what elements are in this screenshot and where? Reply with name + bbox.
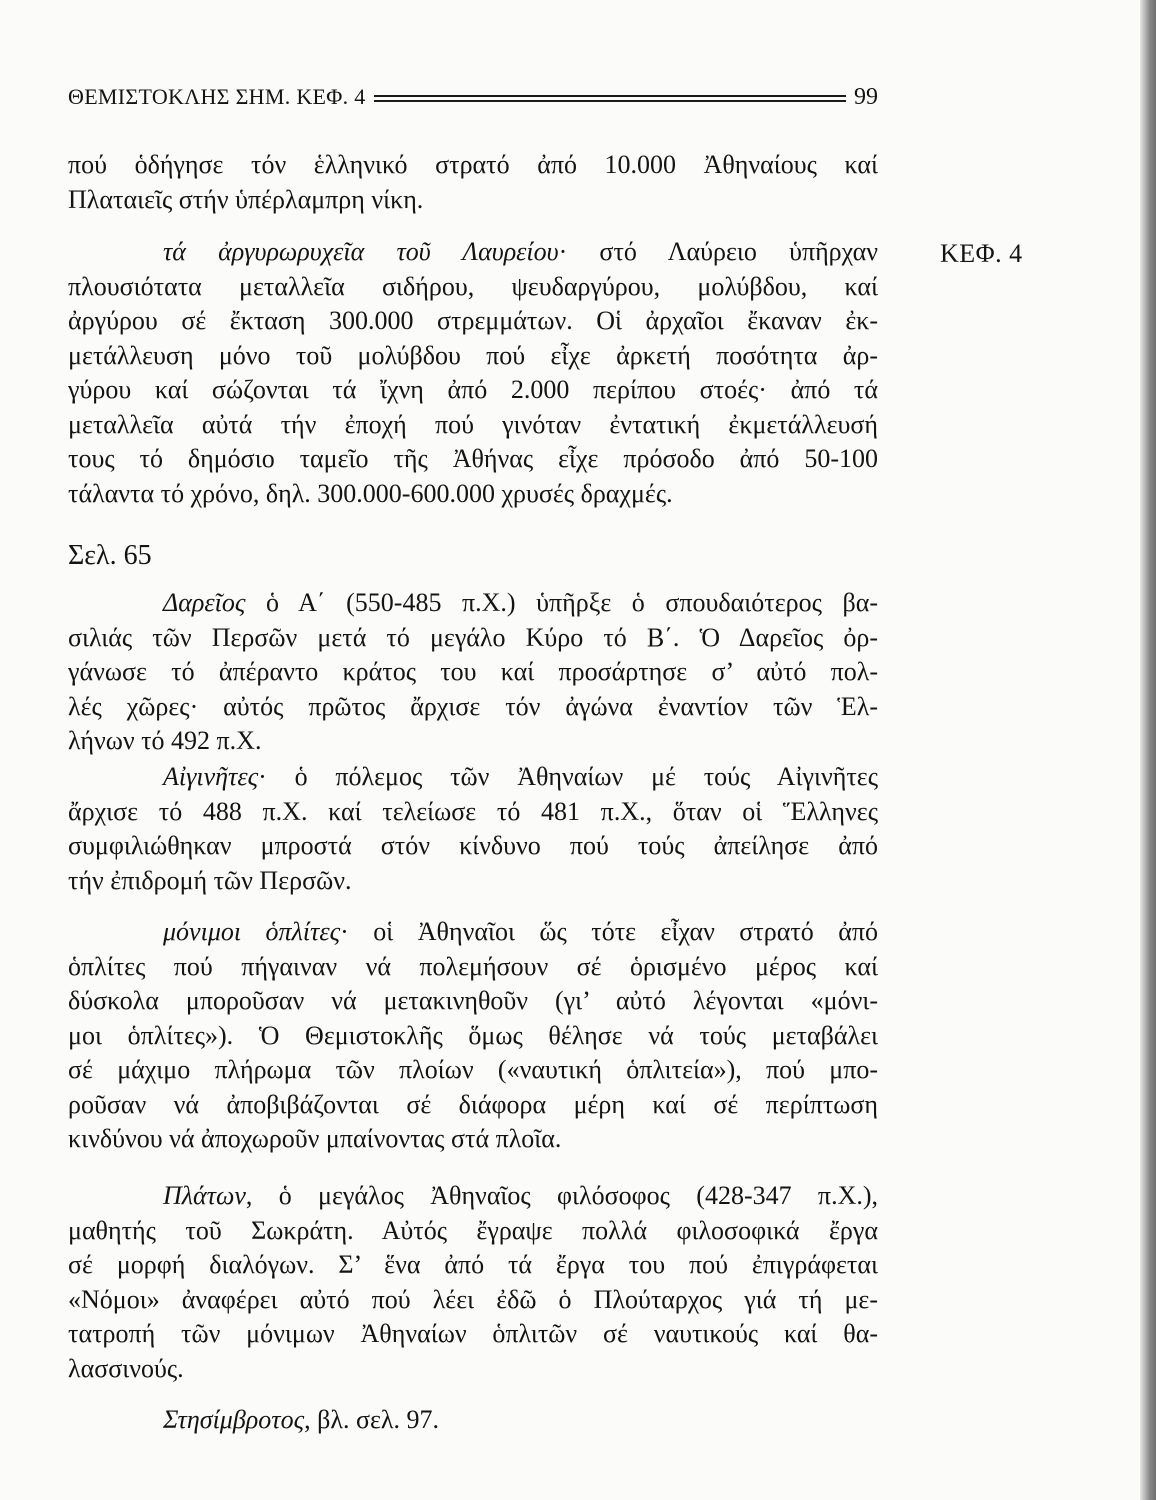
entry-term: τά ἀργυρωρυχεῖα τοῦ Λαυρείου (163, 237, 559, 266)
text-line: μαθητής τοῦ Σωκράτη. Αὐτός ἔγραψε πολλά φιλοσοφικά ἔργα (68, 1215, 878, 1245)
text-line: λές χῶρες· αὐτός πρῶτος ἄρχισε τόν ἀγώνα ἐναντίον τῶν Ἑλ- (68, 691, 878, 721)
text-line: μετάλλευση μόνο τοῦ μολύβδου πού εἶχε ἀρκετή ποσότητα ἀρ- (68, 340, 878, 370)
paragraph (68, 148, 878, 217)
text-line: τάλαντα τό χρόνο, δηλ. 300.000-600.000 χρυσές δραχμές. (68, 478, 673, 508)
text-line (68, 915, 878, 950)
text-line: τατροπή τῶν μόνιμων Ἀθηναίων ὁπλιτῶν σέ ναυτικούς καί θα- (68, 1319, 878, 1348)
page-number: 99 (854, 83, 878, 110)
text-line: τήν ἐπιδρομή τῶν Περσῶν. (68, 865, 352, 895)
text-line: ὁπλίτες πού πήγαιναν νά πολεμήσουν σέ ὁρισμένο μέρος καί (68, 951, 878, 981)
text-line (68, 1403, 878, 1438)
note-entry (68, 915, 878, 1157)
text-line: «Νόμοι» ἀναφέρει αὐτό πού λέει ἐδῶ ὁ Πλούταρχος γιά τή με- (68, 1284, 878, 1314)
text-line: συμφιλιώθηκαν μπροστά στόν κίνδυνο πού τούς ἀπείλησε ἀπό (68, 831, 878, 860)
entry-term: μόνιμοι ὁπλίτες (163, 917, 341, 946)
text-line: ἀργύρου σέ ἔκταση 300.000 στρεμμάτων. Οἱ ἀρχαῖοι ἔκαναν ἐκ- (68, 306, 878, 335)
running-title: ΘΕΜΙΣΤΟΚΛΗΣ ΣΗΜ. ΚΕΦ. 4 (68, 84, 366, 109)
text-line: γύρου καί σώζονται τά ἴχνη ἀπό 2.000 περίπου στοές· ἀπό τά (68, 375, 878, 404)
text-line: δύσκολα μποροῦσαν νά μετακινηθοῦν (γι’ αὐτό λέγονται «μόνι- (68, 986, 878, 1015)
note-entry (68, 1403, 878, 1438)
text-line: Πλαταιεῖς στήν ὑπέρλαμπρη νίκη. (68, 184, 424, 214)
text-line: μοι ὁπλίτες»). Ὁ Θεμιστοκλῆς ὅμως θέλησε νά τούς μεταβάλει (68, 1020, 878, 1050)
text-line: γάνωσε τό ἀπέραντο κράτος του καί προσάρτησε σ’ αὐτό πολ- (68, 657, 878, 686)
entry-text: ὁ Α΄ (550-485 π.Χ.) ὑπῆρξε ὁ σπουδαιότερος βα- (245, 588, 878, 617)
entry-text: · στό Λαύρειο ὑπῆρχαν (558, 237, 878, 266)
entry-text: · οἱ Ἀθηναῖοι ὥς τότε εἶχαν στρατό ἀπό (340, 917, 878, 946)
text-line: κινδύνου νά ἀποχωροῦν μπαίνοντας στά πλοῖα. (68, 1124, 562, 1153)
text-line: ροῦσαν νά ἀποβιβάζονται σέ διάφορα μέρη καί σέ περίπτωση (68, 1089, 878, 1119)
note-entry (68, 760, 878, 898)
header-double-rule (374, 95, 846, 102)
text-line (68, 1179, 878, 1214)
text-line: λήνων τό 492 π.Χ. (68, 726, 262, 755)
section-heading: Σελ. 65 (68, 540, 152, 571)
text-line: σέ μορφή διαλόγων. Σ’ ἕνα ἀπό τά ἔργα του πού ἐπιγράφεται (68, 1250, 878, 1279)
margin-note: ΚΕΦ. 4 (940, 239, 1023, 268)
text-line: πού ὁδήγησε τόν ἑλληνικό στρατό ἀπό 10.000 Ἀθηναίους καί (68, 150, 878, 179)
text-line: πλουσιότατα μεταλλεῖα σιδήρου, ψευδαργύρου, μολύβδου, καί (68, 271, 878, 301)
running-header (68, 82, 878, 112)
page-edge-shadow (1140, 0, 1156, 1500)
text-line: μεταλλεῖα αὐτά τήν ἐποχή πού γινόταν ἐντατική ἐκμετάλλευσή (68, 409, 878, 439)
text-line (68, 235, 878, 270)
entry-text: · ὁ πόλεμος τῶν Ἀθηναίων μέ τούς Αἰγινῆτες (258, 762, 878, 791)
entry-text: , βλ. σελ. 97. (304, 1405, 440, 1434)
text-line: σιλιάς τῶν Περσῶν μετά τό μεγάλο Κύρο τό Β΄. Ὁ Δαρεῖος ὀρ- (68, 622, 878, 652)
entry-term: Πλάτων (163, 1181, 246, 1210)
note-entry (68, 586, 878, 759)
entry-text: , ὁ μεγάλος Ἀθηναῖος φιλόσοφος (428-347 π.Χ.), (245, 1181, 878, 1210)
entry-term: Δαρεῖος (163, 588, 246, 617)
text-line (68, 586, 878, 621)
text-line (68, 760, 878, 795)
entry-term: Στησίμβροτος (163, 1405, 305, 1434)
note-entry (68, 1179, 878, 1386)
note-entry (68, 235, 878, 511)
text-line: σέ μάχιμο πλήρωμα τῶν πλοίων («ναυτική ὁπλιτεία»), πού μπο- (68, 1055, 878, 1084)
entry-term: Αἰγινῆτες (163, 762, 259, 791)
text-line: ἄρχισε τό 488 π.Χ. καί τελείωσε τό 481 π.Χ., ὅταν οἱ Ἕλληνες (68, 796, 878, 826)
text-line: τους τό δημόσιο ταμεῖο τῆς Ἀθήνας εἶχε πρόσοδο ἀπό 50-100 (68, 444, 878, 473)
text-line: λασσινούς. (68, 1353, 184, 1383)
